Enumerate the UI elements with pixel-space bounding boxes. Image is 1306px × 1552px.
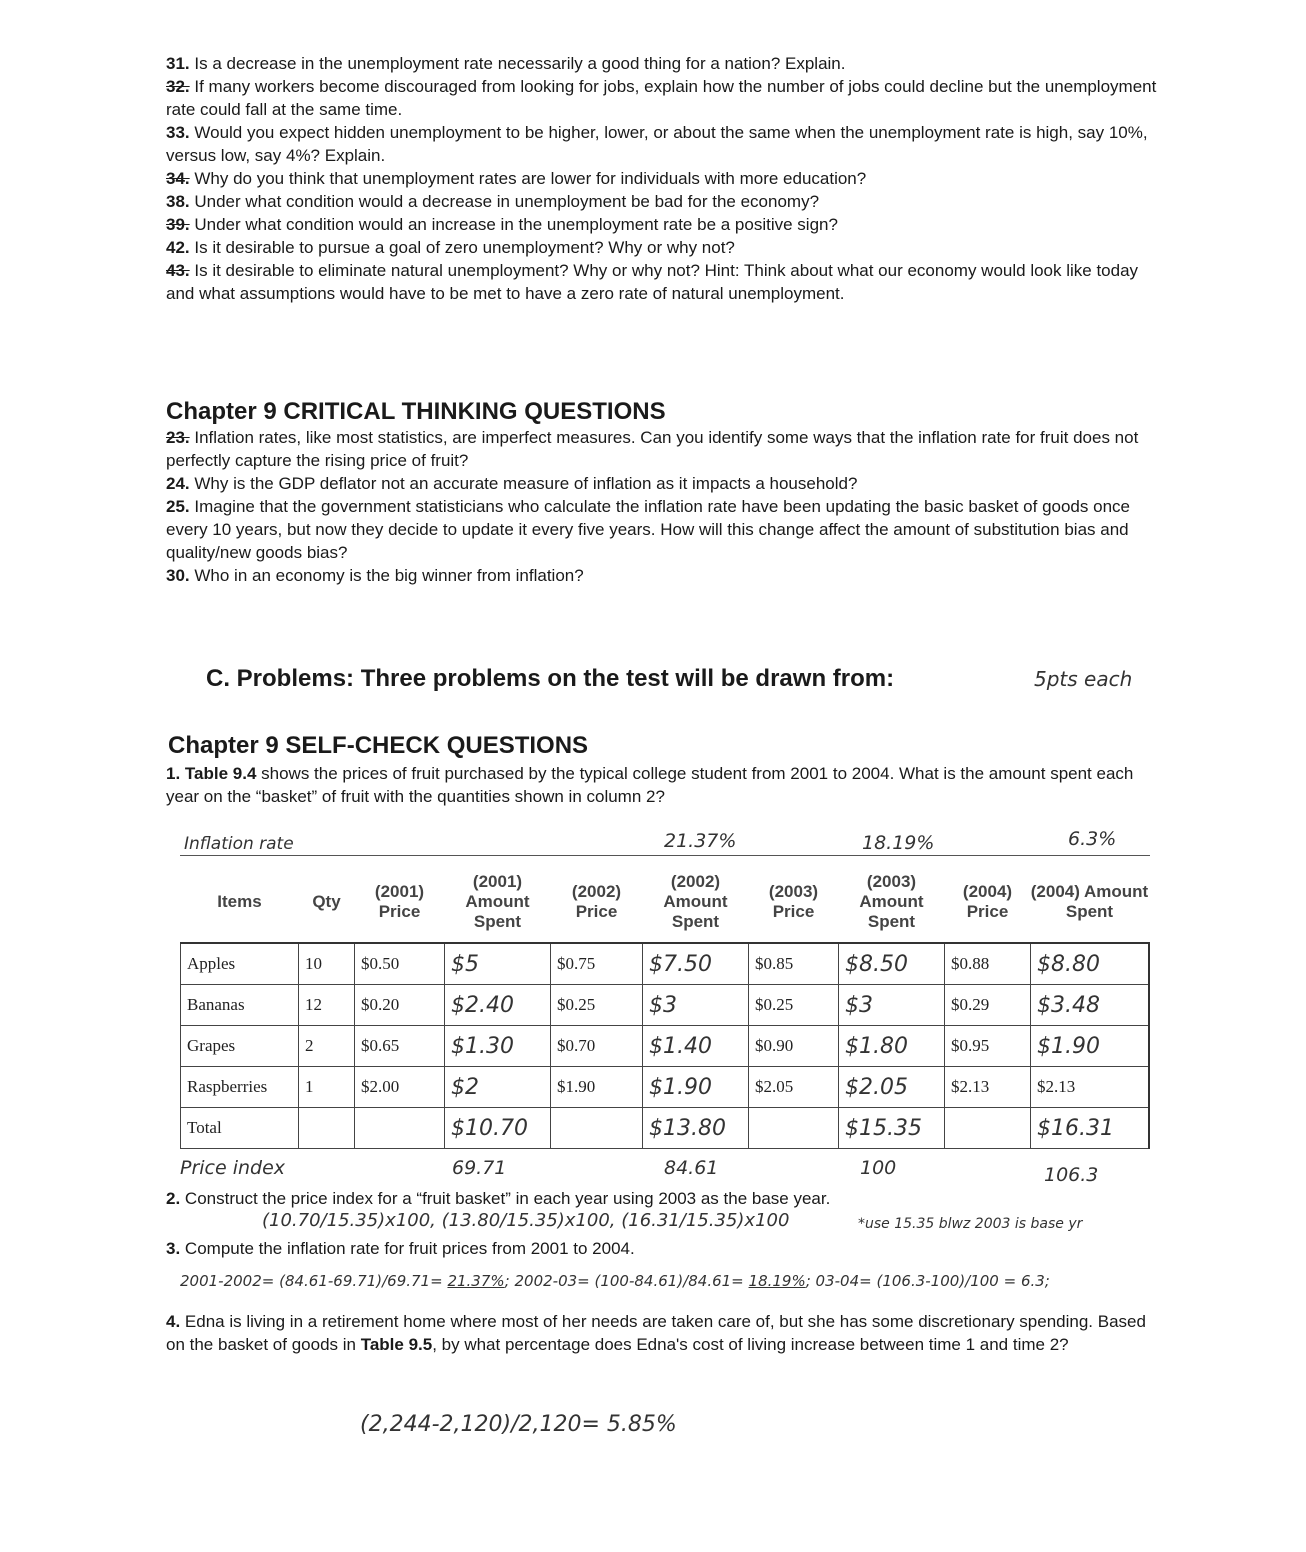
- answer-2002-2003-calc: ; 2002-03= (100-84.61)/84.61=: [504, 1272, 744, 1290]
- table-cell-p2003: $2.05: [749, 1067, 839, 1108]
- column-header: (2001) Amount Spent: [445, 862, 551, 943]
- question-number: 23.: [166, 428, 190, 447]
- self-check-heading: Chapter 9 SELF-CHECK QUESTIONS: [168, 732, 589, 759]
- table-cell-item: Total: [181, 1108, 299, 1149]
- question-text: Is a decrease in the unemployment rate necessarily a good thing for a nation? Explain.: [194, 54, 846, 73]
- table-cell-p2004: $0.88: [945, 943, 1031, 985]
- column-header: (2002) Amount Spent: [643, 862, 749, 943]
- column-header: Items: [181, 862, 299, 943]
- table-row: [181, 1067, 1149, 1108]
- table-cell-p2002: $0.70: [551, 1026, 643, 1067]
- unemployment-question: [166, 75, 1166, 121]
- table-cell-a2003: $1.80: [839, 1026, 945, 1067]
- table-cell-p2003: $0.25: [749, 985, 839, 1026]
- critical-question: [166, 564, 1166, 587]
- question-text: Would you expect hidden unemployment to be higher, lower, or about the same when the unemployment rate is high, say 10%, versus low, say 4%? Explain.: [166, 123, 1148, 165]
- answer-2001-2002-result: 21.37%: [447, 1272, 505, 1290]
- answer-2001-2002-calc: 2001-2002= (84.61-69.71)/69.71=: [180, 1272, 443, 1290]
- table-cell-p2002: $0.75: [551, 943, 643, 985]
- table-cell-p2001: $0.65: [355, 1026, 445, 1067]
- unemployment-question: [166, 52, 1166, 75]
- table-cell-qty: 2: [299, 1026, 355, 1067]
- table-cell-a2002: $13.80: [643, 1108, 749, 1149]
- table-cell-item: Apples: [181, 943, 299, 985]
- question-3-text: Compute the inflation rate for fruit prices from 2001 to 2004.: [184, 1239, 635, 1258]
- question-2-answer: (10.70/15.35)x100, (13.80/15.35)x100, (16.31/15.35)x100: [262, 1210, 790, 1231]
- table-row: [181, 1108, 1149, 1149]
- price-index-label: Price index: [180, 1157, 286, 1179]
- table-cell-p2004: [945, 1108, 1031, 1149]
- question-number: 30.: [166, 566, 190, 585]
- table-cell-p2003: [749, 1108, 839, 1149]
- price-index-2002: 84.61: [664, 1157, 719, 1179]
- table-cell-qty: 1: [299, 1067, 355, 1108]
- table-cell-a2003: $15.35: [839, 1108, 945, 1149]
- unemployment-questions: [166, 52, 1166, 305]
- table-cell-a2001: $2.40: [445, 985, 551, 1026]
- problems-points-note: 5pts each: [1034, 667, 1133, 691]
- table-row: [181, 1026, 1149, 1067]
- table-cell-p2001: $2.00: [355, 1067, 445, 1108]
- table-cell-a2002: $1.90: [643, 1067, 749, 1108]
- unemployment-question: [166, 213, 1166, 236]
- question-4-text-a: Edna is living in a retirement home where most of her needs are taken care of, but she has some discretionary spending. Based on the basket of goods in: [166, 1312, 1146, 1354]
- critical-thinking-questions: [166, 426, 1166, 587]
- unemployment-question: [166, 259, 1166, 305]
- question-number: 24.: [166, 474, 190, 493]
- question-number: 38.: [166, 192, 190, 211]
- inflation-rate-2002: 21.37%: [664, 830, 737, 852]
- unemployment-question: [166, 121, 1166, 167]
- question-4: [166, 1310, 1156, 1356]
- table-row: [181, 943, 1149, 985]
- inflation-rate-2003: 18.19%: [862, 832, 935, 854]
- table-cell-a2001: $1.30: [445, 1026, 551, 1067]
- inflation-rate-label: Inflation rate: [184, 834, 294, 854]
- column-header: (2001) Price: [355, 862, 445, 943]
- question-4-answer: (2,244-2,120)/2,120= 5.85%: [360, 1412, 677, 1437]
- table-cell-a2002: $7.50: [643, 943, 749, 985]
- table-cell-p2001: $0.50: [355, 943, 445, 985]
- unemployment-question: [166, 167, 1166, 190]
- question-number: 42.: [166, 238, 190, 257]
- table-cell-a2002: $1.40: [643, 1026, 749, 1067]
- question-number: 31.: [166, 54, 190, 73]
- table-row: [181, 985, 1149, 1026]
- question-text: If many workers become discouraged from looking for jobs, explain how the number of jobs could decline but the unemployment rate could fall at the same time.: [166, 77, 1157, 119]
- question-text: Imagine that the government statisticians who calculate the inflation rate have been updating the basic basket of goods once every 10 years, but now they decide to update it every five years. How will this change affect the amount of substitution bias and quality/new goods bias?: [166, 497, 1130, 562]
- table-cell-a2004: $2.13: [1031, 1067, 1149, 1108]
- table-cell-p2002: [551, 1108, 643, 1149]
- fruit-price-table: [180, 862, 1150, 1149]
- question-2-text: Construct the price index for a “fruit basket” in each year using 2003 as the base year.: [184, 1189, 831, 1208]
- critical-thinking-heading: Chapter 9 CRITICAL THINKING QUESTIONS: [166, 398, 666, 425]
- table-cell-a2003: $2.05: [839, 1067, 945, 1108]
- question-3-number: 3.: [166, 1239, 181, 1258]
- column-header: (2004) Amount Spent: [1031, 862, 1149, 943]
- unemployment-question: [166, 190, 1166, 213]
- column-header: (2004) Price: [945, 862, 1031, 943]
- price-index-2001: 69.71: [452, 1157, 507, 1179]
- question-1: [166, 762, 1166, 808]
- question-1-text: shows the prices of fruit purchased by the typical college student from 2001 to 2004. What is the amount spent each year on the “basket” of fruit with the quantities shown in column 2?: [166, 764, 1134, 806]
- question-1-table-ref: Table 9.4: [184, 764, 257, 783]
- question-2: [166, 1187, 1166, 1210]
- question-4-text-b: , by what percentage does Edna's cost of living increase between time 1 and time 2?: [432, 1335, 1069, 1354]
- inflation-rate-underline: [180, 855, 1150, 856]
- question-3: [166, 1237, 1166, 1260]
- question-4-table-ref: Table 9.5: [360, 1335, 433, 1354]
- question-number: 34.: [166, 169, 190, 188]
- table-cell-a2001: $10.70: [445, 1108, 551, 1149]
- question-1-number: 1.: [166, 764, 181, 783]
- table-cell-p2004: $0.95: [945, 1026, 1031, 1067]
- table-cell-a2004: $3.48: [1031, 985, 1149, 1026]
- question-number: 43.: [166, 261, 190, 280]
- column-header: Qty: [299, 862, 355, 943]
- column-header: (2002) Price: [551, 862, 643, 943]
- table-cell-a2001: $5: [445, 943, 551, 985]
- question-2-number: 2.: [166, 1189, 181, 1208]
- critical-question: [166, 426, 1166, 472]
- price-index-2004: 106.3: [1044, 1164, 1099, 1186]
- table-cell-a2004: $1.90: [1031, 1026, 1149, 1067]
- table-cell-p2001: [355, 1108, 445, 1149]
- price-index-2003: 100: [860, 1157, 897, 1179]
- table-cell-a2003: $3: [839, 985, 945, 1026]
- table-cell-a2004: $8.80: [1031, 943, 1149, 985]
- table-cell-p2004: $0.29: [945, 985, 1031, 1026]
- problems-heading: C. Problems: Three problems on the test will be drawn from:: [206, 665, 895, 692]
- question-3-answer: [180, 1272, 1050, 1290]
- question-text: Why do you think that unemployment rates are lower for individuals with more education?: [194, 169, 867, 188]
- question-text: Who in an economy is the big winner from inflation?: [194, 566, 584, 585]
- table-cell-item: Bananas: [181, 985, 299, 1026]
- table-header-row: [181, 862, 1149, 943]
- table-cell-qty: 10: [299, 943, 355, 985]
- table-cell-p2004: $2.13: [945, 1067, 1031, 1108]
- table-cell-item: Grapes: [181, 1026, 299, 1067]
- table-cell-p2003: $0.85: [749, 943, 839, 985]
- inflation-rate-2004: 6.3%: [1068, 828, 1117, 850]
- critical-question: [166, 472, 1166, 495]
- question-number: 39.: [166, 215, 190, 234]
- question-4-number: 4.: [166, 1312, 181, 1331]
- table-cell-p2002: $1.90: [551, 1067, 643, 1108]
- unemployment-question: [166, 236, 1166, 259]
- table-cell-p2001: $0.20: [355, 985, 445, 1026]
- table-cell-qty: 12: [299, 985, 355, 1026]
- table-cell-a2002: $3: [643, 985, 749, 1026]
- question-text: Under what condition would a decrease in unemployment be bad for the economy?: [194, 192, 820, 211]
- column-header: (2003) Price: [749, 862, 839, 943]
- table-cell-item: Raspberries: [181, 1067, 299, 1108]
- question-text: Is it desirable to eliminate natural unemployment? Why or why not? Hint: Think about what our economy would look like today and what assumptions would have to be met to have a zero rate of natural unemployment.: [166, 261, 1139, 303]
- table-cell-a2003: $8.50: [839, 943, 945, 985]
- table-cell-p2002: $0.25: [551, 985, 643, 1026]
- question-text: Under what condition would an increase in the unemployment rate be a positive sign?: [194, 215, 838, 234]
- table-cell-a2001: $2: [445, 1067, 551, 1108]
- question-text: Inflation rates, like most statistics, are imperfect measures. Can you identify some ways that the inflation rate for fruit does not perfectly capture the rising price of fruit?: [166, 428, 1139, 470]
- question-number: 25.: [166, 497, 190, 516]
- answer-2002-2003-result: 18.19%: [748, 1272, 806, 1290]
- question-text: Why is the GDP deflator not an accurate measure of inflation as it impacts a household?: [194, 474, 858, 493]
- question-number: 33.: [166, 123, 190, 142]
- column-header: (2003) Amount Spent: [839, 862, 945, 943]
- question-text: Is it desirable to pursue a goal of zero unemployment? Why or why not?: [194, 238, 735, 257]
- table-cell-p2003: $0.90: [749, 1026, 839, 1067]
- answer-2003-2004-calc: ; 03-04= (106.3-100)/100 = 6.3;: [805, 1272, 1050, 1290]
- critical-question: [166, 495, 1166, 564]
- table-cell-a2004: $16.31: [1031, 1108, 1149, 1149]
- question-2-note: *use 15.35 blwz 2003 is base yr: [858, 1216, 1083, 1232]
- question-number: 32.: [166, 77, 190, 96]
- table-cell-qty: [299, 1108, 355, 1149]
